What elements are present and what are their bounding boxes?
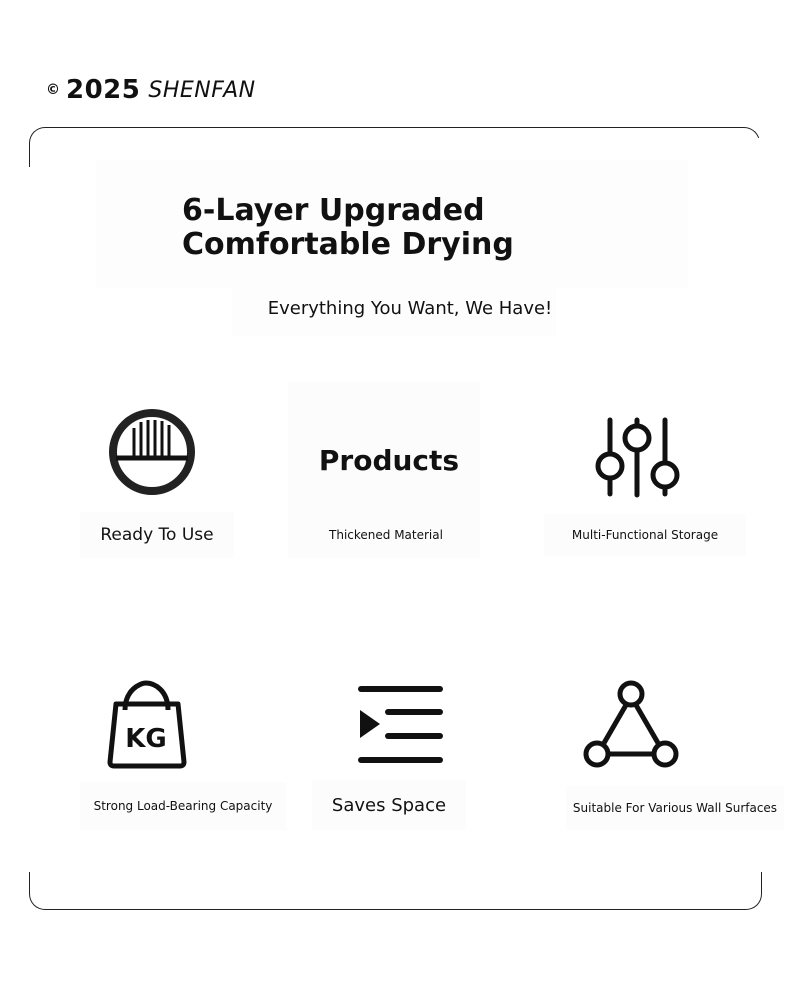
sliders-icon: [594, 416, 682, 500]
indent-list-icon: [356, 684, 446, 768]
page-subtitle: Everything You Want, We Have!: [267, 298, 553, 319]
kg-weight-icon: [104, 680, 190, 772]
brand-year: 2025: [66, 75, 141, 105]
feature-label-multi-functional-storage: Multi-Functional Storage: [544, 514, 746, 556]
brand-logo: [46, 74, 256, 106]
feature-label-thickened-material: Thickened Material: [296, 518, 476, 552]
drying-rack-circle-icon: [108, 408, 198, 498]
feature-label-saves-space: Saves Space: [312, 780, 466, 830]
copyright-symbol: ©: [46, 82, 60, 98]
feature-label-strong-load-bearing: Strong Load-Bearing Capacity: [80, 782, 286, 830]
triangle-nodes-icon: [582, 680, 682, 770]
page-headline: 6-Layer Upgraded Comfortable Drying: [182, 193, 514, 262]
svg-text:KG: KG: [125, 724, 167, 754]
feature-label-ready-to-use: Ready To Use: [80, 512, 234, 558]
products-title: Products: [318, 444, 460, 477]
brand-name: SHENFAN: [148, 77, 256, 103]
feature-label-various-wall-surfaces: Suitable For Various Wall Surfaces: [566, 786, 784, 830]
content-frame-bottom: [29, 872, 762, 910]
